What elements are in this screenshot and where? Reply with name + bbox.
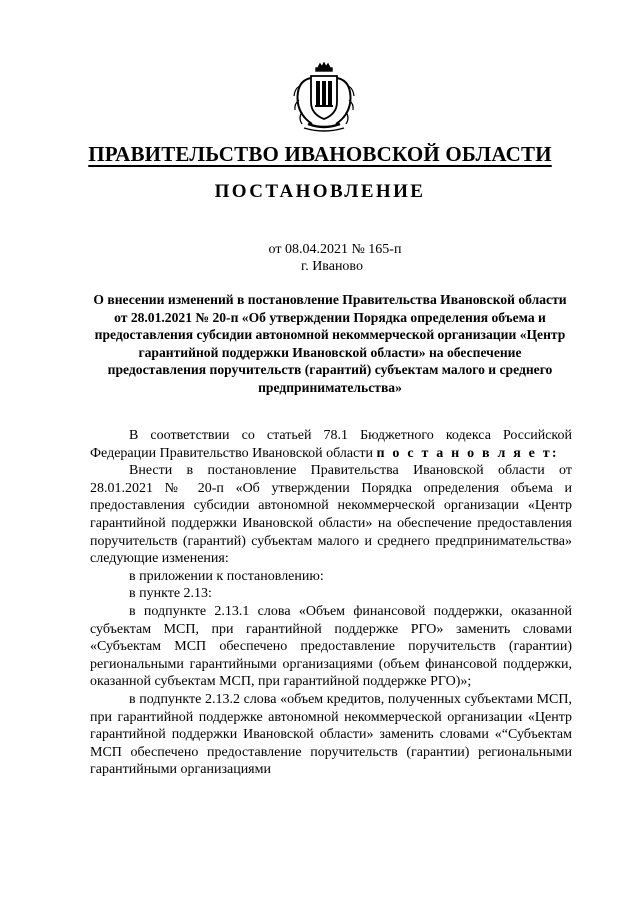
document-city: г. Иваново [301, 259, 363, 274]
document-body [90, 427, 572, 779]
resolution-keyword: п о с т а н о в л я е т [376, 445, 552, 461]
body-paragraph-6: в подпункте 2.13.2 слова «объем кредитов, полученных субъектами МСП, при гарантийной поддержке автономной некоммерческой организации «Центр гарантийной поддержки Ивановской области» заменить словами «“Субъектам МСП обеспечено предоставление поручительств (гарантии) региональными гарантийными организациями [90, 691, 572, 778]
body-paragraph-2: Внести в постановление Правительства Ивановской области от 28.01.2021 № 20-п «Об утверждении Порядка определения объема и предоставления субсидии автономной некоммерческой организации «Центр гарантийной поддержки Ивановской области» на обеспечение предоставления поручительств (гарантий) субъектам малого и среднего предпринимательства» следующие изменения: [90, 463, 572, 567]
body-paragraph-5: в подпункте 2.13.1 слова «Объем финансовой поддержки, оказанной субъектам МСП, при гарантийной поддержке РГО» заменить словами «Субъектам МСП обеспечено предоставление поручительств (гарантии) региональными гарантийными организациями (объем финансовой поддержки, оказанной субъектам МСП, при гарантийной поддержке РГО)»; [90, 603, 572, 690]
document-subject: О внесении изменений в постановление Правительства Ивановской области от 28.01.2021 № 20-п «Об утверждении Порядка определения объема и предоставления субсидии автономной некоммерческой организации «Центр гарантийной поддержки Ивановской области» на обеспечение предоставления поручительств (гарантий) субъектам малого и среднего предпринимательства» [93, 292, 567, 395]
coat-of-arms-icon [290, 62, 358, 134]
document-type: ПОСТАНОВЛЕНИЕ [214, 181, 426, 202]
body-paragraph-3: в приложении к постановлению: [129, 568, 324, 584]
body-paragraph-4: в пункте 2.13: [129, 586, 212, 602]
body-paragraph-1: В соответствии со статьей 78.1 Бюджетного кодекса Российской Федерации Правительство Ивановской области п о с т а н о в л я е т: [90, 428, 572, 461]
document-date-number: от 08.04.2021 № 165-п [268, 242, 402, 257]
government-title: ПРАВИТЕЛЬСТВО ИВАНОВСКОЙ ОБЛАСТИ [88, 142, 552, 166]
